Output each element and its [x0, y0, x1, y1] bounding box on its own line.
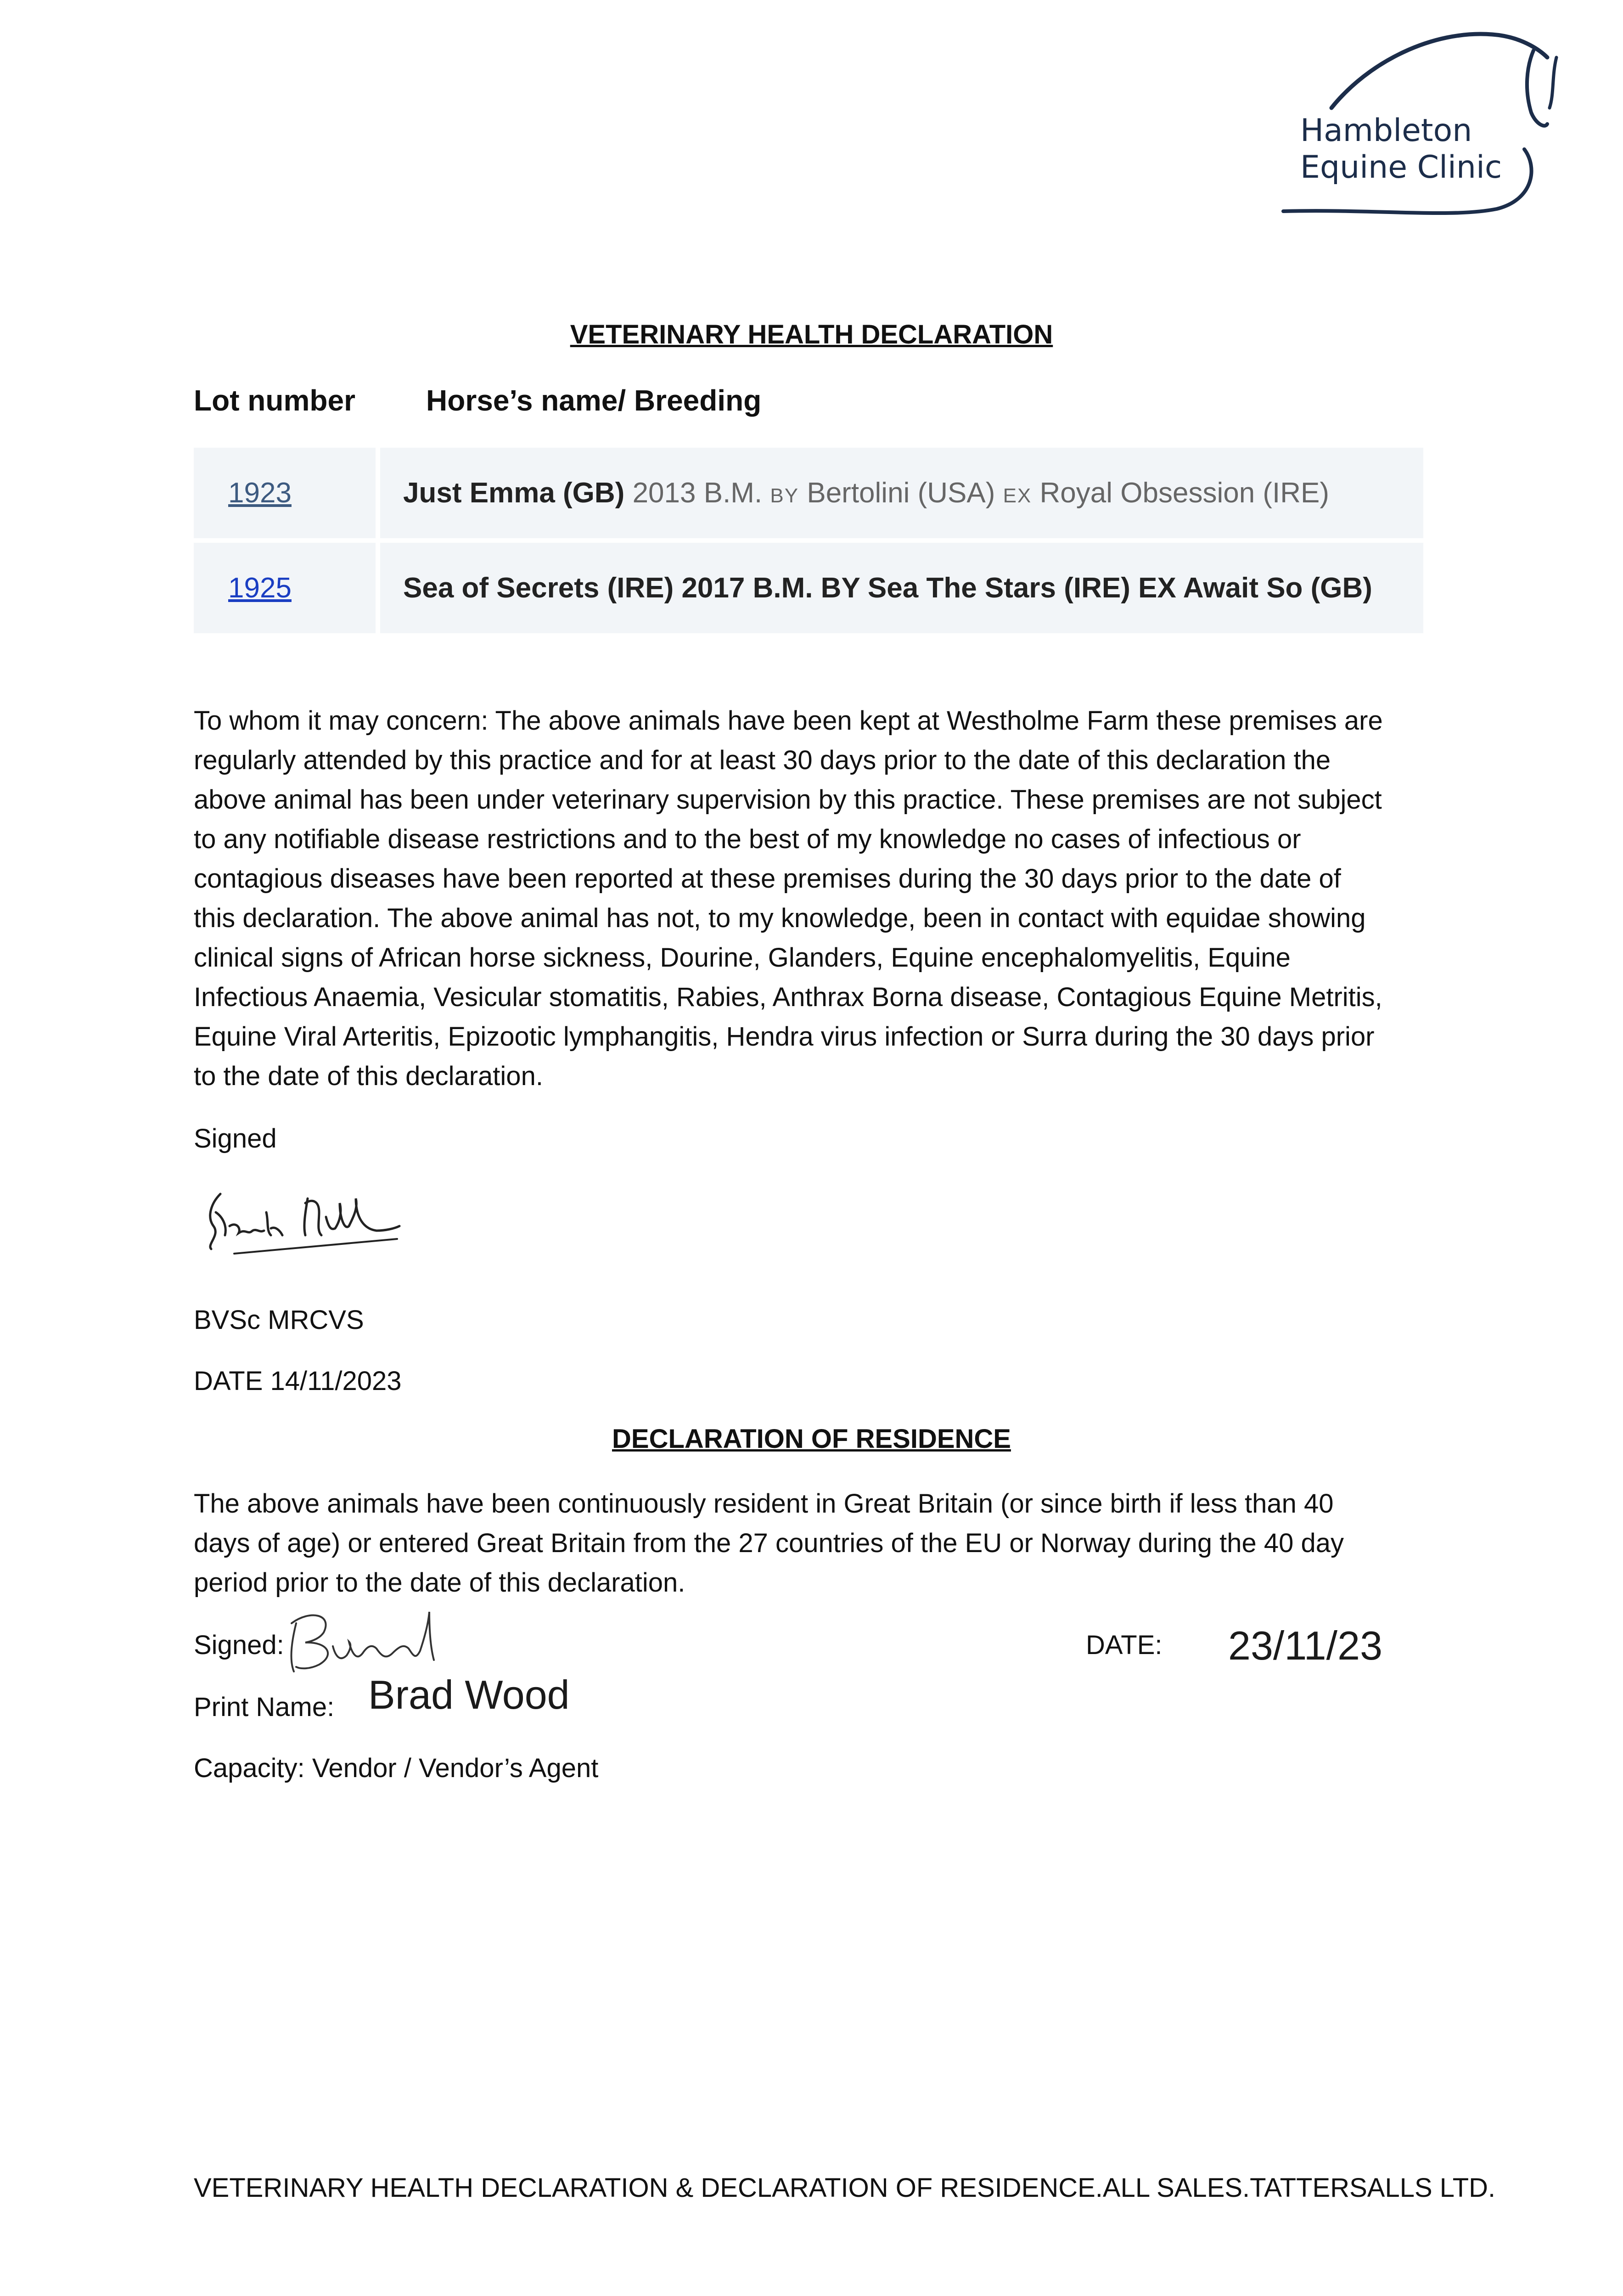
table-row — [194, 538, 1423, 633]
horse-table — [194, 448, 1423, 633]
body-line: to the date of this declaration. — [194, 1061, 543, 1091]
logo-text-line2: Equine Clinic — [1300, 149, 1502, 186]
residence-signed-label: Signed: — [194, 1630, 284, 1660]
body-line: clinical signs of African horse sickness, Dourine, Glanders, Equine encephalomyelitis, Equine — [194, 943, 1291, 973]
lot-number-header: Lot number — [194, 384, 355, 417]
vet-signed-label: Signed — [194, 1124, 277, 1154]
vet-date: DATE 14/11/2023 — [194, 1366, 402, 1396]
horse-full-breeding: Sea of Secrets (IRE) 2017 B.M. BY Sea The Stars (IRE) EX Await So (GB) — [403, 572, 1372, 604]
horse-name-header: Horse’s name/ Breeding — [426, 384, 762, 417]
body-line: The above animals have been continuously resident in Great Britain (or since birth if less than 40 — [194, 1489, 1334, 1519]
lot-cell — [194, 448, 380, 538]
body-line: To whom it may concern: The above animals have been kept at Westholme Farm these premises are — [194, 706, 1383, 736]
residence-date-label: DATE: — [1086, 1630, 1162, 1660]
residence-declaration-title: DECLARATION OF RESIDENCE — [612, 1424, 1011, 1454]
vet-signature — [202, 1185, 404, 1258]
horse-name: Just Emma (GB) — [403, 477, 625, 509]
vendor-signature — [282, 1605, 448, 1678]
lot-cell — [194, 538, 380, 633]
horse-year-sex: 2013 B.M. — [632, 477, 763, 509]
body-line: regularly attended by this practice and for at least 30 days prior to the date of this declaration the — [194, 745, 1331, 775]
capacity-line: Capacity: Vendor / Vendor’s Agent — [194, 1753, 599, 1783]
ex-label: EX — [1003, 484, 1032, 507]
by-label: BY — [770, 484, 799, 507]
table-row — [194, 448, 1423, 538]
residence-declaration-body — [194, 1484, 1433, 1603]
page-footer: VETERINARY HEALTH DECLARATION & DECLARATION OF RESIDENCE.ALL SALES.TATTERSALLS LTD. — [194, 2173, 1496, 2203]
body-line: to any notifiable disease restrictions and to the best of my knowledge no cases of infectious or — [194, 824, 1301, 854]
residence-date-value: 23/11/23 — [1228, 1623, 1383, 1668]
lot-link-1925[interactable]: 1925 — [228, 572, 292, 604]
body-line: contagious diseases have been reported at these premises during the 30 days prior to the date of — [194, 864, 1341, 894]
body-line: days of age) or entered Great Britain from the 27 countries of the EU or Norway during the 40 day — [194, 1528, 1344, 1558]
health-declaration-body — [194, 701, 1433, 1096]
print-name-label: Print Name: — [194, 1692, 335, 1722]
horse-sire: Bertolini (USA) — [807, 477, 995, 509]
horse-dam: Royal Obsession (IRE) — [1039, 477, 1330, 509]
horse-breeding-cell — [380, 538, 1423, 633]
body-line: period prior to the date of this declaration. — [194, 1568, 685, 1598]
body-line: this declaration. The above animal has not, to my knowledge, been in contact with equidae showing — [194, 903, 1366, 933]
body-line: Infectious Anaemia, Vesicular stomatitis, Rabies, Anthrax Borna disease, Contagious Equine Metritis, — [194, 982, 1382, 1012]
logo-text-line1: Hambleton — [1300, 113, 1472, 149]
vet-qualification: BVSc MRCVS — [194, 1305, 364, 1335]
body-line: Equine Viral Arteritis, Epizootic lymphangitis, Hendra virus infection or Surra during the 30 days prior — [194, 1022, 1375, 1052]
lot-link-1923[interactable]: 1923 — [228, 477, 292, 509]
clinic-logo — [1276, 25, 1561, 223]
health-declaration-title: VETERINARY HEALTH DECLARATION — [570, 320, 1053, 349]
body-line: above animal has been under veterinary supervision by this practice. These premises are not subject — [194, 785, 1382, 815]
print-name-value: Brad Wood — [368, 1672, 570, 1717]
horse-breeding-cell — [380, 448, 1423, 538]
